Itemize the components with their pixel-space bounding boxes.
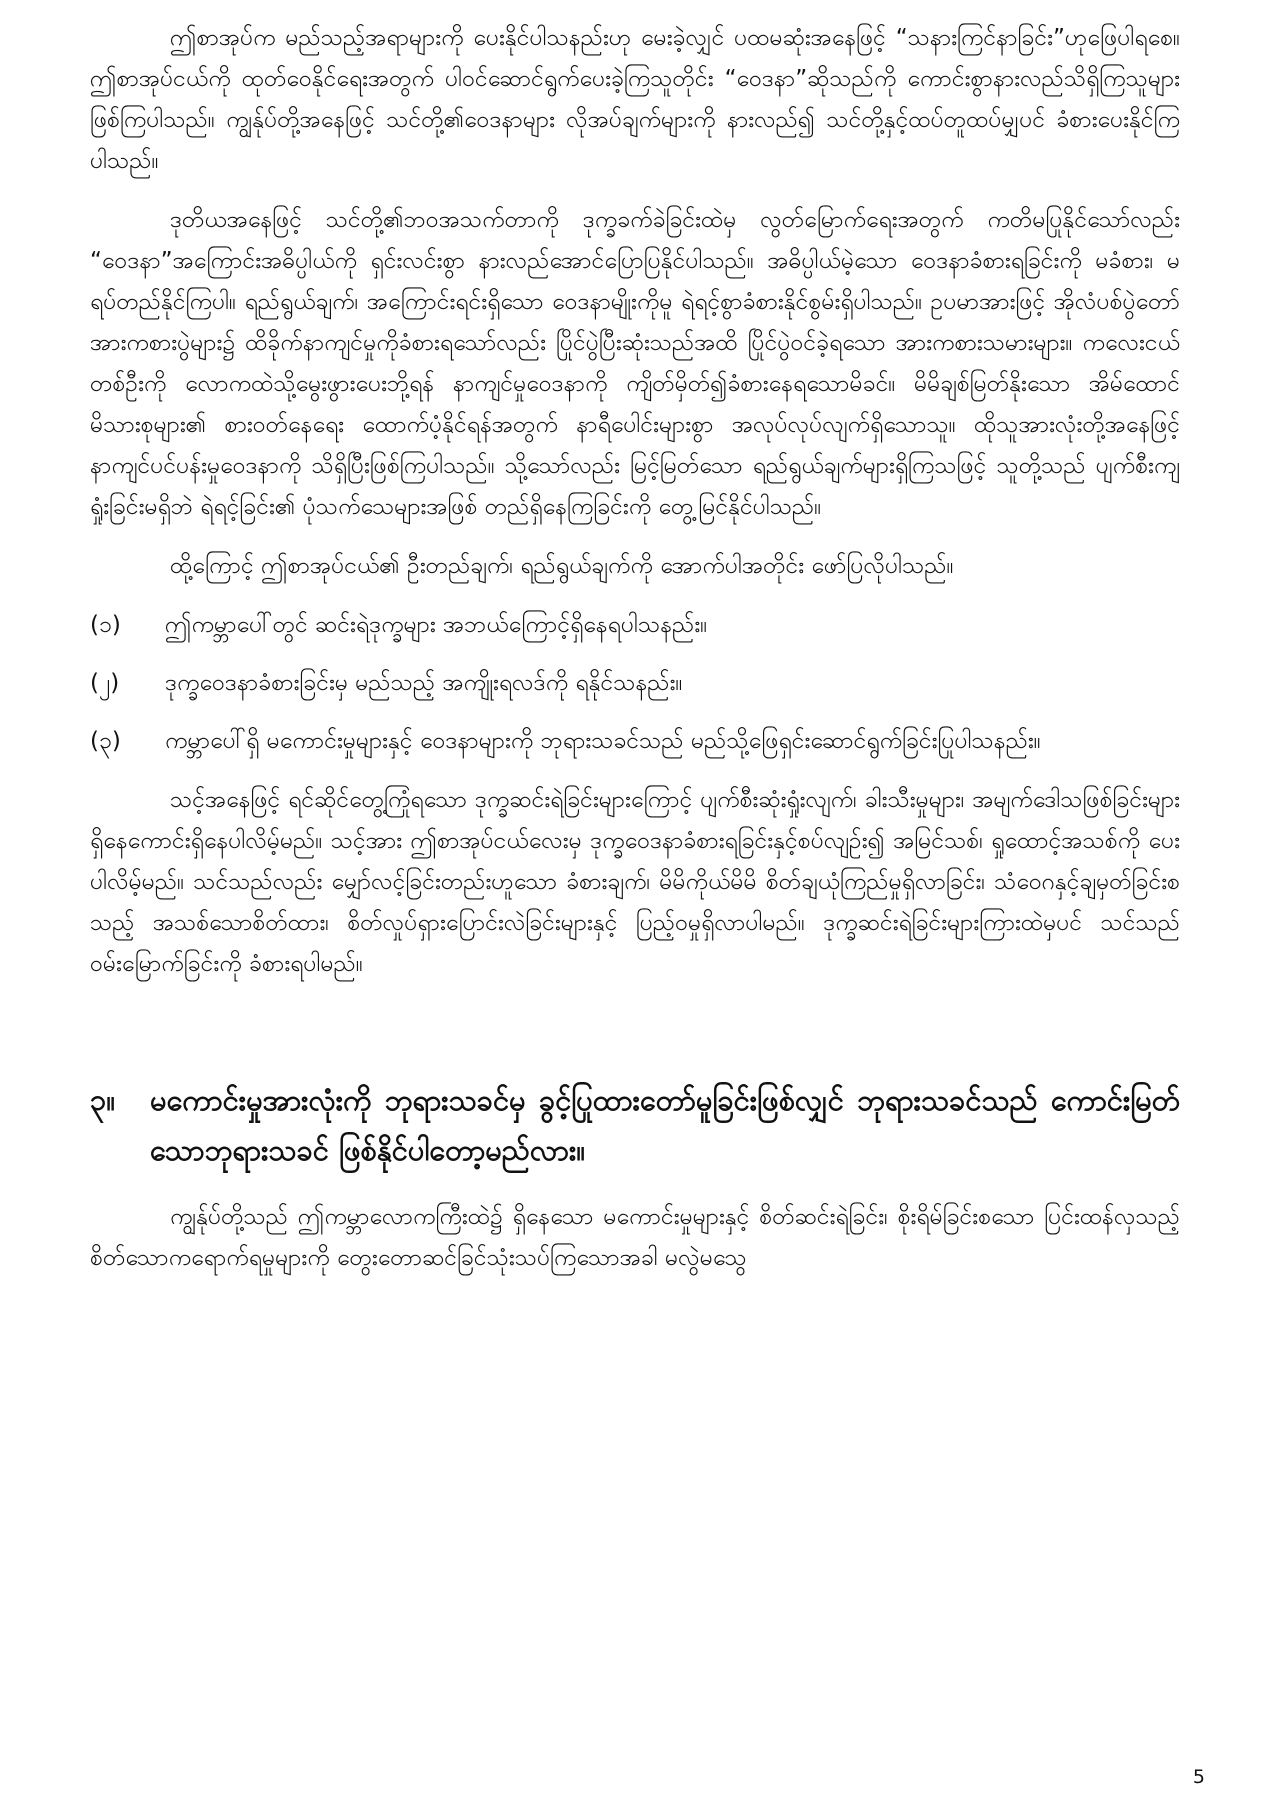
list-item-number: (၃) [90,728,121,754]
section-heading-text: မကောင်းမှုအားလုံးကို ဘုရားသခင်မှ ခွင့်ပြုထားတော်မူခြင်းဖြစ်လျှင် ဘုရားသခင်သည် ကောင်းမြတ်သောဘုရားသခင် ဖြစ်နိုင်ပါတော့မည်လား။ [150,1083,1180,1167]
paragraph-intro: ဤစာအုပ်က မည်သည့်အရာများကို ပေးနိုင်ပါသနည်းဟု မေးခဲ့လျှင် ပထမဆုံးအနေဖြင့် “သနားကြင်နာခြင်း”ဟုဖြေပါရစေ။ ဤစာအုပ်ငယ်ကို ထုတ်ဝေနိုင်ရေးအတွက် ပါဝင်ဆောင်ရွက်ပေးခဲ့ကြသူတိုင်း “ဝေဒနာ”ဆိုသည်ကို ကောင်းစွာနားလည်သိရှိကြသူများဖြစ်ကြပါသည်။ ကျွန်ုပ်တို့အနေဖြင့် သင်တို့၏ဝေဒနာများ လိုအပ်ချက်များကို နားလည်၍ သင်တို့နှင့်ထပ်တူထပ်မျှပင် ခံစားပေးနိုင်ကြပါသည်။ [90,25,1180,174]
list-item [90,605,1180,646]
list-item-number: (၁) [90,612,121,638]
list-item-number: (၂) [90,670,120,696]
list-item [90,663,1180,704]
paragraph-reader: သင့်အနေဖြင့် ရင်ဆိုင်တွေ့ကြုံရသော ဒုက္ခဆင်းရဲခြင်းများကြောင့် ပျက်စီးဆုံးရှုံးလျက်၊ ခါးသီးမှုများ၊ အမျက်ဒေါသဖြစ်ခြင်းများ ရှိနေကောင်းရှိနေပါလိမ့်မည်။ သင့်အား ဤစာအုပ်ငယ်လေးမှ ဒုက္ခဝေဒနာခံစားရခြင်းနှင့်စပ်လျဥ်း၍ အမြင်သစ်၊ ရှုထောင့်အသစ်ကို ပေးပါလိမ့်မည်။ သင်သည်လည်း မျှော်လင့်ခြင်းတည်းဟူသော ခံစားချက်၊ မိမိကိုယ်မိမိ စိတ်ချယုံကြည်မှုရှိလာခြင်း၊ သံဝေဂနှင့်ချမှတ်ခြင်းစသည့် အသစ်သောစိတ်ထား၊ စိတ်လှုပ်ရှားပြောင်းလဲခြင်းများနှင့် ပြည့်ဝမှုရှိလာပါမည်။ ဒုက္ခဆင်းရဲခြင်းများကြားထဲမှပင် သင်သည် ဝမ်းမြောက်ခြင်းကို ခံစားရပါမည်။ [90,787,1180,977]
paragraph-purpose: ထို့ကြောင့် ဤစာအုပ်ငယ်၏ ဦးတည်ချက်၊ ရည်ရွယ်ချက်ကို အောက်ပါအတိုင်း ဖော်ပြလိုပါသည်။ [170,553,954,579]
section-heading [90,1075,1180,1175]
list-item-text: ဤကမ္ဘာပေါ်တွင် ဆင်းရဲဒုက္ခများ အဘယ်ကြောင့်ရှိနေရပါသနည်း။ [165,612,708,638]
paragraph-second: ဒုတိယအနေဖြင့် သင်တို့၏ဘဝအသက်တာကို ဒုက္ခခက်ခဲခြင်းထဲမှ လွတ်မြောက်ရေးအတွက် ကတိမပြုနိုင်သော်လည်း “ဝေဒနာ”အကြောင်းအဓိပ္ပါယ်ကို ရှင်းလင်းစွာ နားလည်အောင်ပြောပြနိုင်ပါသည်။ အဓိပ္ပါယ်မဲ့သော ဝေဒနာခံစားရခြင်းကို မခံစား၊ မရပ်တည်နိုင်ကြပါ။ ရည်ရွယ်ချက်၊ အကြောင်းရင်းရှိသော ဝေဒနာမျိုးကိုမူ ရဲရင့်စွာခံစားနိုင်စွမ်းရှိပါသည်။ ဥပမာအားဖြင့် အိုလံပစ်ပွဲတော် အားကစားပွဲများ၌ ထိခိုက်နာကျင်မှုကိုခံစားရသော်လည်း ပြိုင်ပွဲပြီးဆုံးသည်အထိ ပြိုင်ပွဲဝင်ခဲ့ရသော အားကစားသမားများ။ ကလေးငယ်တစ်ဦးကို လောကထဲသို့မွေးဖွားပေးဘို့ရန် နာကျင်မှုဝေဒနာကို ကျိတ်မှိတ်၍ခံစားနေရသောမိခင်။ မိမိချစ်မြတ်နိုးသော အိမ်ထောင်မိသားစုများ၏ စားဝတ်နေရေး ထောက်ပံ့နိုင်ရန်အတွက် နာရီပေါင်းများစွာ အလုပ်လုပ်လျက်ရှိသောသူ။ ထိုသူအားလုံးတို့အနေဖြင့် နာကျင်ပင်ပန်းမှုဝေဒနာကို သိရှိပြီးဖြစ်ကြပါသည်။ သို့သော်လည်း မြင့်မြတ်သော ရည်ရွယ်ချက်များရှိကြသဖြင့် သူတို့သည် ပျက်စီးကျရှုံးခြင်းမရှိဘဲ ရဲရင့်ခြင်း၏ ပုံသက်သေများအဖြစ် တည်ရှိနေကြခြင်းကို တွေ့မြင်နိုင်ပါသည်။ [90,207,1180,520]
list-item-text: ကမ္ဘာပေါ်ရှိ မကောင်းမှုများနှင့် ဝေဒနာများကို ဘုရားသခင်သည် မည်သို့ဖြေရှင်းဆောင်ရွက်ခြင်းပြုပါသနည်း။ [165,728,1041,754]
paragraph-final: ကျွန်ုပ်တို့သည် ဤကမ္ဘာလောကကြီးထဲ၌ ရှိနေသော မကောင်းမှုများနှင့် စိတ်ဆင်းရဲခြင်း၊ စိုးရိမ်ခြင်းစသော ပြင်းထန်လှသည့် စိတ်သောကရောက်ရမှုများကို တွေးတောဆင်ခြင်သုံးသပ်ကြသောအခါ မလွဲမသွေ [90,1204,1180,1271]
section-heading-number: ၃။ [90,1083,116,1117]
page-number: 5 [1192,1766,1205,1788]
purpose-list [90,605,1180,762]
document-page [90,18,1180,1778]
list-item [90,721,1180,762]
list-item-text: ဒုက္ခဝေဒနာခံစားခြင်းမှ မည်သည့် အကျိုးရလဒ်ကို ရနိုင်သနည်း။ [165,670,683,696]
